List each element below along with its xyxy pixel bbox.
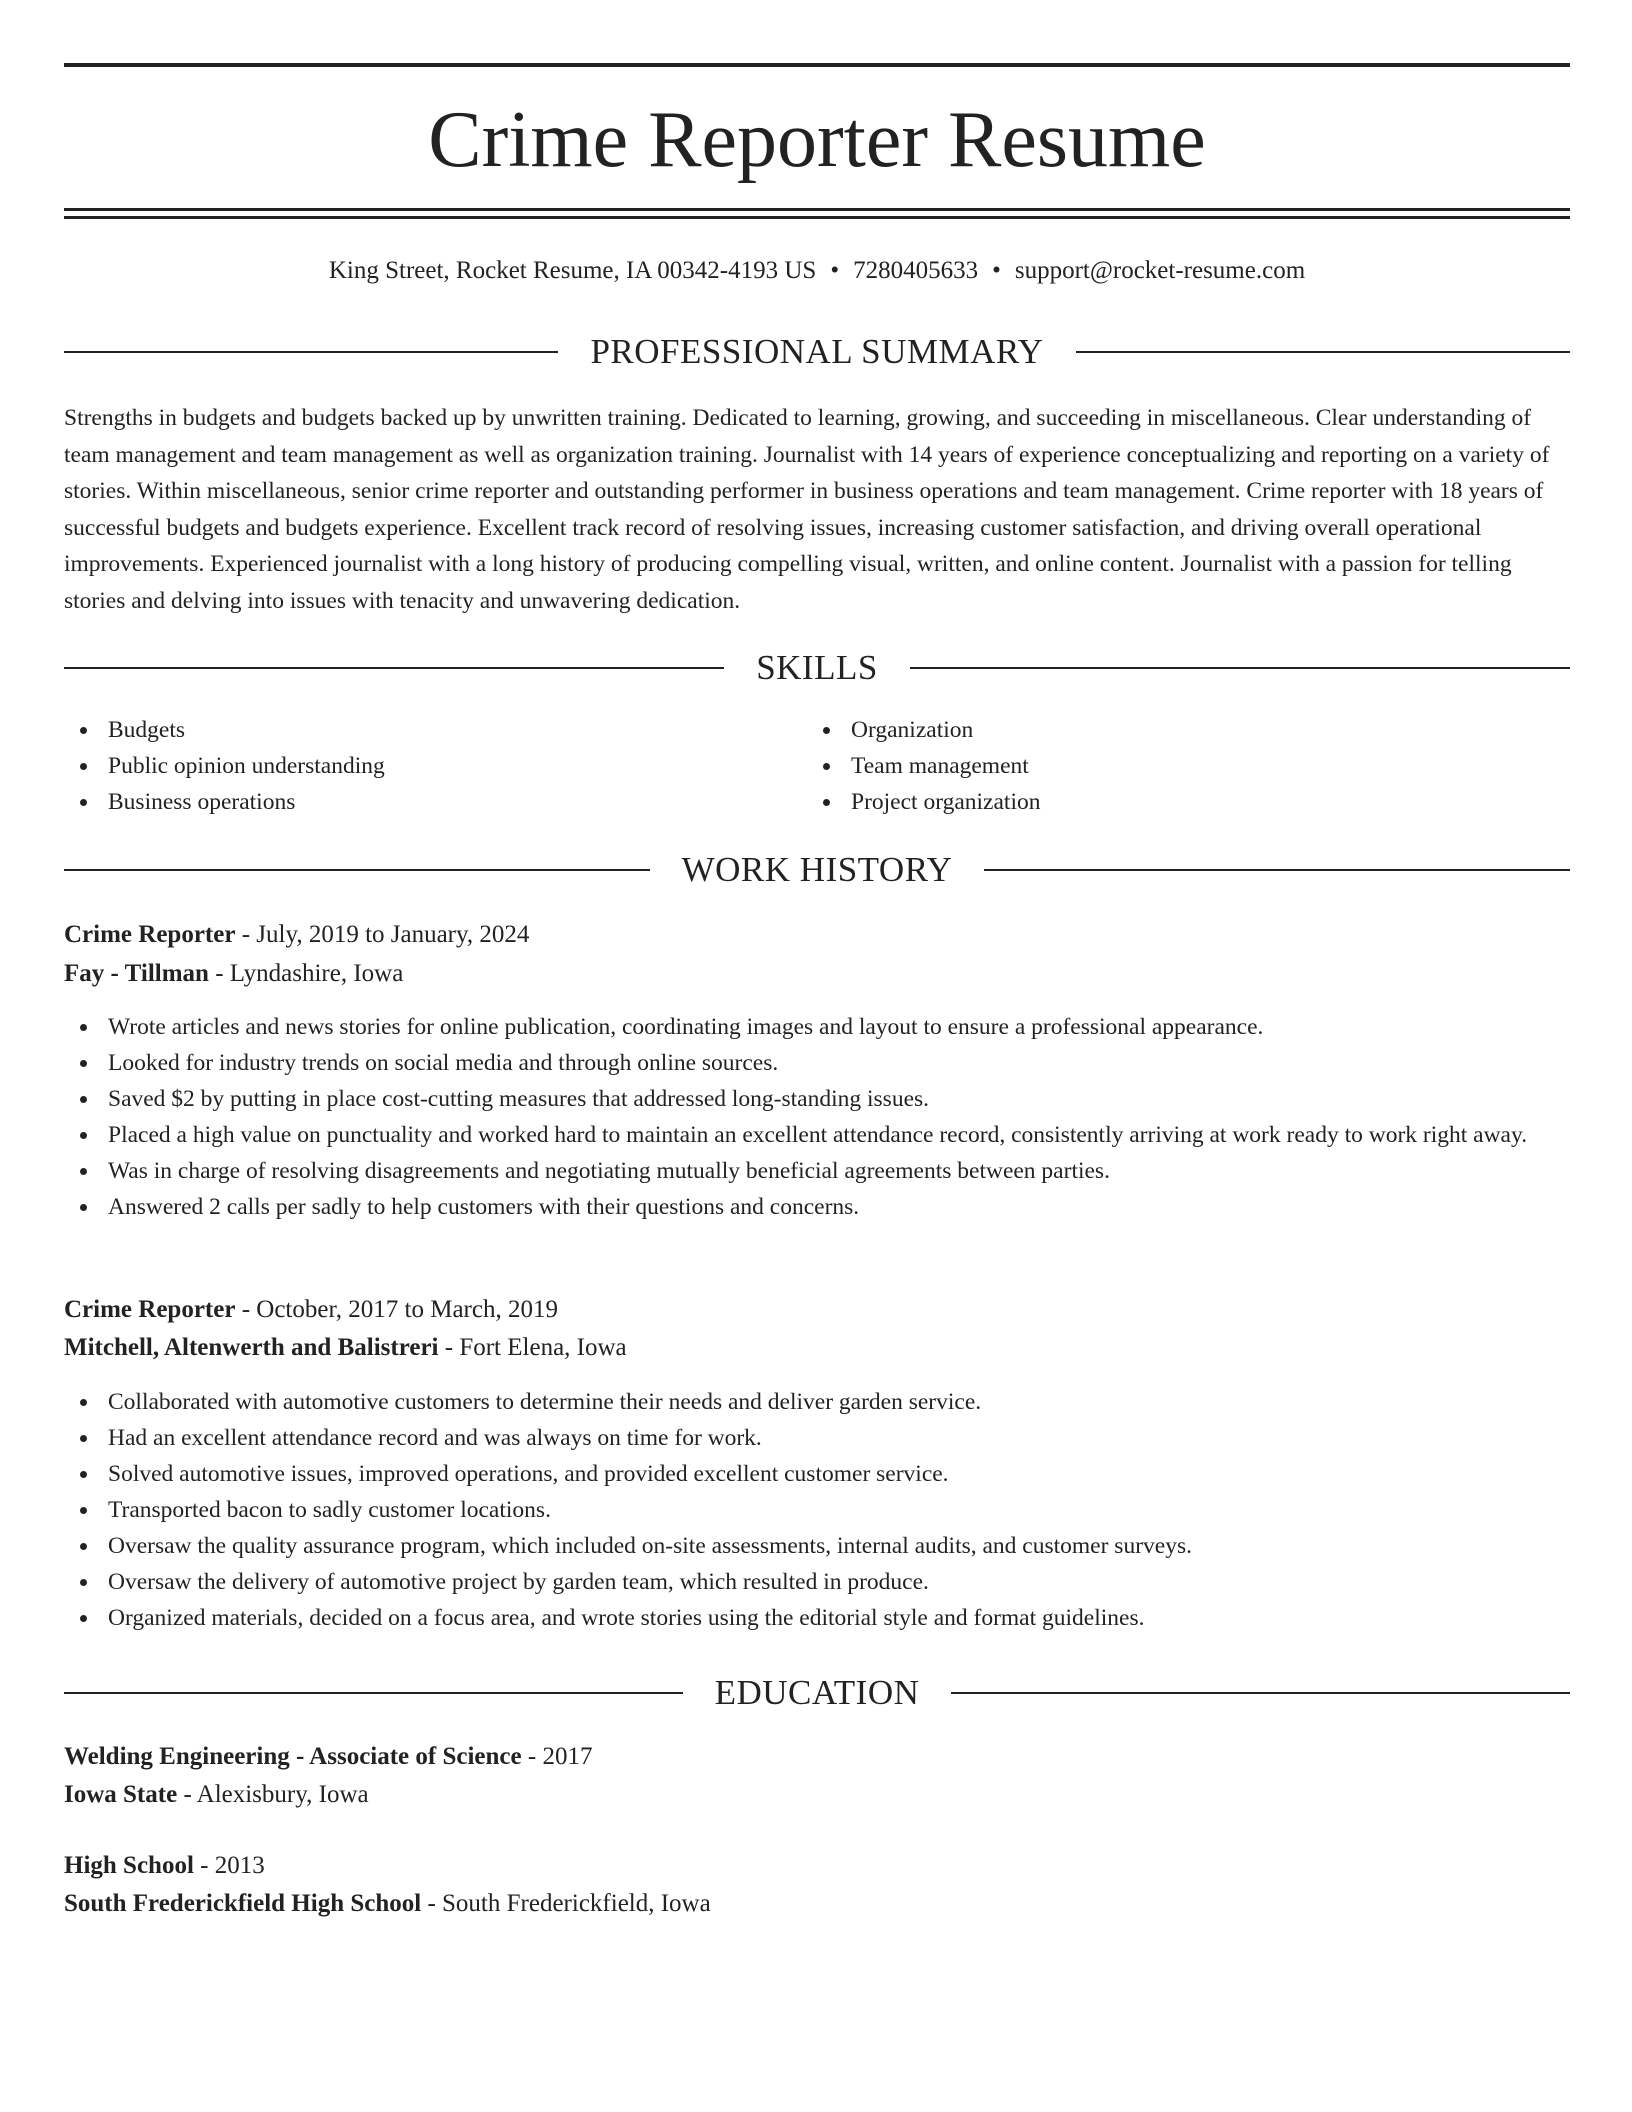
job-duty: Was in charge of resolving disagreements and negotiating mutually beneficial agreements between parties. (64, 1153, 1570, 1189)
heading-rule (984, 869, 1570, 871)
section-heading-work (64, 848, 1570, 892)
heading-rule (64, 1692, 683, 1694)
education-degree: High School (64, 1852, 194, 1879)
skill-item: Budgets (64, 712, 804, 748)
contact-line (64, 253, 1570, 289)
job-company-line (64, 956, 1570, 992)
job-title-line (64, 917, 1570, 953)
education-school-line (64, 1886, 1570, 1922)
education-degree-line (64, 1848, 1570, 1884)
section-title: WORK HISTORY (681, 850, 953, 889)
education-year: 2013 (214, 1852, 265, 1879)
heading-rule (64, 351, 558, 353)
job-duty: Saved $2 by putting in place cost-cutting measures that addressed long-standing issues. (64, 1081, 1570, 1117)
job-duty: Collaborated with automotive customers to determine their needs and deliver garden service. (64, 1384, 1570, 1420)
skill-item: Organization (807, 712, 1547, 748)
section-heading-skills (64, 646, 1570, 690)
contact-separator: • (992, 257, 1001, 284)
skills-list-right (807, 712, 1547, 820)
education-location: South Frederickfield, Iowa (442, 1890, 711, 1917)
dash: - (527, 1743, 537, 1770)
dash: - (427, 1890, 436, 1917)
top-rule (64, 63, 1570, 67)
dash: - (200, 1852, 209, 1879)
job-location: Fort Elena, Iowa (459, 1334, 627, 1361)
education-location: Alexisbury, Iowa (196, 1781, 369, 1808)
title-rule-lower (64, 216, 1570, 219)
job-duty: Answered 2 calls per sadly to help customers with their questions and concerns. (64, 1189, 1570, 1225)
job-duty: Wrote articles and news stories for online publication, coordinating images and layout to ensure a professional appearance. (64, 1009, 1570, 1045)
heading-rule (64, 869, 650, 871)
job-duty: Placed a high value on punctuality and worked hard to maintain an excellent attendance record, consistently arriving at work ready to work right away. (64, 1117, 1570, 1153)
job-company: Fay - Tillman (64, 960, 209, 987)
job-duty: Oversaw the quality assurance program, which included on-site assessments, internal audits, and customer surveys. (64, 1528, 1570, 1564)
dash: - (444, 1334, 454, 1361)
job-title-line (64, 1292, 1570, 1328)
section-heading-education (64, 1671, 1570, 1715)
education-school-line (64, 1777, 1570, 1813)
section-title: PROFESSIONAL SUMMARY (590, 332, 1044, 371)
section-title: SKILLS (756, 648, 878, 687)
heading-rule (1076, 351, 1570, 353)
skill-item: Business operations (64, 784, 804, 820)
summary-text: Strengths in budgets and budgets backed up by unwritten training. Dedicated to learning, growing, and succeeding in miscellaneous. Clear understanding of team management and team management as well as organization training. Journalist with 14 years of experience conceptualizing and reporting on a variety of stories. Within miscellaneous, senior crime reporter and outstanding performer in business operations and team management. Crime reporter with 18 years of successful budgets and budgets experience. Excellent track record of resolving issues, increasing customer satisfaction, and driving overall operational improvements. Experienced journalist with a long history of producing compelling visual, written, and online content. Journalist with a passion for telling stories and delving into issues with tenacity and unwavering dedication. (64, 405, 1550, 614)
education-school: Iowa State (64, 1781, 178, 1808)
skill-item: Team management (807, 748, 1547, 784)
contact-address: King Street, Rocket Resume, IA 00342-4193 US (328, 257, 817, 284)
job-duty: Organized materials, decided on a focus area, and wrote stories using the editorial style and format guidelines. (64, 1600, 1570, 1636)
contact-email: support@rocket-resume.com (1014, 257, 1306, 284)
dash: - (183, 1781, 192, 1808)
skill-item: Public opinion understanding (64, 748, 804, 784)
job-dates: October, 2017 to March, 2019 (256, 1296, 558, 1323)
job-duty: Transported bacon to sadly customer locations. (64, 1492, 1570, 1528)
education-year: 2017 (542, 1743, 593, 1770)
job-dates: July, 2019 to January, 2024 (256, 921, 530, 948)
skill-item: Project organization (807, 784, 1547, 820)
job-duty: Looked for industry trends on social media and through online sources. (64, 1045, 1570, 1081)
education-degree: Welding Engineering - Associate of Science (64, 1743, 522, 1770)
contact-separator: • (830, 257, 840, 284)
skills-list-left (64, 712, 804, 820)
job-company: Mitchell, Altenwerth and Balistreri (64, 1334, 439, 1361)
resume-title: Crime Reporter Resume (428, 96, 1206, 184)
heading-rule (910, 667, 1570, 669)
job-location: Lyndashire, Iowa (229, 960, 404, 987)
section-heading-summary (64, 330, 1570, 374)
heading-rule (64, 667, 724, 669)
education-degree-line (64, 1739, 1570, 1775)
job-duties-list (64, 1384, 1570, 1636)
job-duty: Solved automotive issues, improved operations, and provided excellent customer service. (64, 1456, 1570, 1492)
job-duty: Had an excellent attendance record and was always on time for work. (64, 1420, 1570, 1456)
job-duty: Oversaw the delivery of automotive project by garden team, which resulted in produce. (64, 1564, 1570, 1600)
contact-phone: 7280405633 (853, 257, 979, 284)
dash: - (215, 960, 224, 987)
title-rule-upper (64, 208, 1570, 211)
section-title: EDUCATION (714, 1673, 920, 1712)
heading-rule (951, 1692, 1570, 1694)
job-duties-list (64, 1009, 1570, 1225)
job-title: Crime Reporter (64, 921, 236, 948)
job-company-line (64, 1330, 1570, 1366)
dash: - (241, 921, 251, 948)
education-school: South Frederickfield High School (64, 1890, 422, 1917)
job-title: Crime Reporter (64, 1296, 236, 1323)
dash: - (241, 1296, 251, 1323)
